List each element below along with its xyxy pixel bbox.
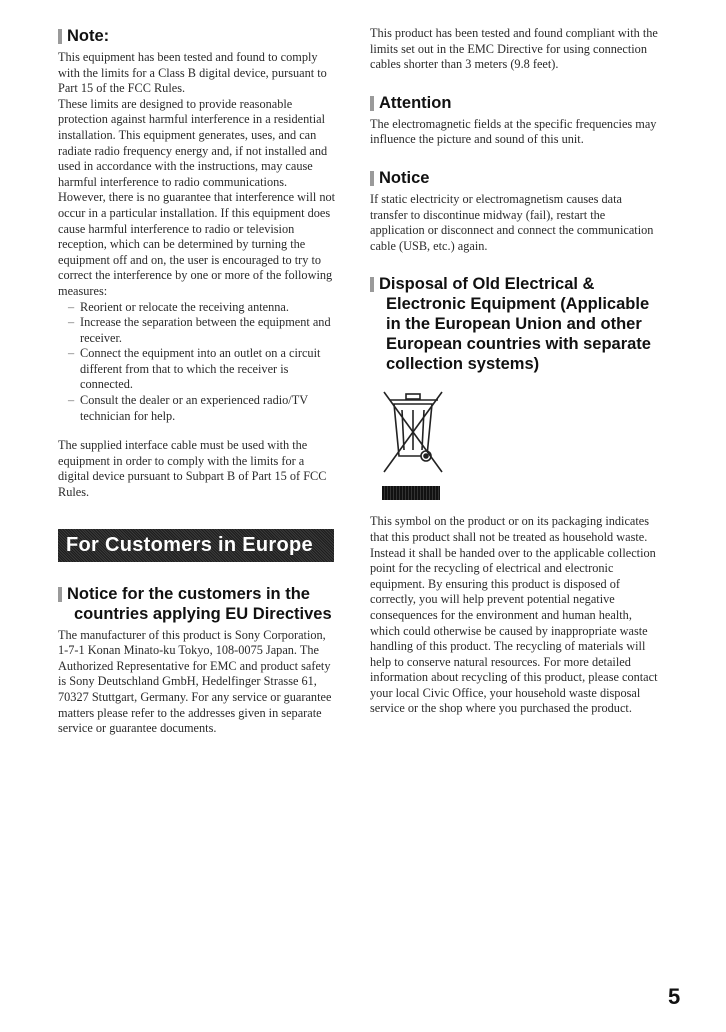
eu-directives-heading-text: Notice for the customers in the countries applying EU Directives (67, 584, 332, 623)
list-item: – Increase the separation between the equipment and receiver. (68, 315, 336, 346)
list-item: – Connect the equipment into an outlet on a circuit different from that to which the receiver is connected. (68, 346, 336, 393)
note-heading-text: Note: (67, 27, 110, 45)
eu-directives-heading (58, 584, 336, 624)
note-heading (58, 26, 336, 46)
page-number: 5 (668, 984, 681, 1009)
measures-list (58, 300, 336, 425)
heading-marker (58, 587, 62, 602)
attention-paragraph: The electromagnetic fields at the specific frequencies may influence the picture and sound of this unit. (370, 116, 657, 147)
notice-heading (370, 168, 660, 188)
disposal-paragraph: This symbol on the product or on its packaging indicates that this product shall not be treated as household waste. Instead it shall be handed over to the applicable collection point for the recycling of electrical and electronic equipment. By ensuring this product is disposed of correctly, you will help prevent potential negative consequences for the environment and human health, which could otherwise be caused by inappropriate waste handling of this product. The recycling of materials will help to conserve natural resources. For more detailed information about recycling of this product, please contact your local Civic Office, your household waste disposal service or the shop where you purchased the product. (370, 514, 658, 716)
solid-bar-symbol (382, 486, 440, 500)
heading-marker (370, 96, 374, 111)
europe-banner: For Customers in Europe (58, 529, 334, 562)
emc-paragraph: This product has been tested and found compliant with the limits set out in the EMC Directive for using connection cables shorter than 3 meters (9.8 feet). (370, 26, 658, 72)
note-paragraph-2: These limits are designed to provide reasonable protection against harmful interference in a residential installation. This equipment generates, uses, and can radiate radio frequency energy and, if not installed and used in accordance with the instructions, may cause harmful interference to radio communications. However, there is no guarantee that interference will not occur in a particular installation. If this equipment does cause harmful interference to radio or television reception, which can be determined by turning the equipment off and on, the user is encouraged to try to correct the interference by one or more of the following measures: (58, 96, 336, 298)
disposal-heading (370, 274, 660, 374)
eu-paragraph: The manufacturer of this product is Sony Corporation, 1-7-1 Konan Minato-ku Tokyo, 108-0075 Japan. The Authorized Representative for EMC and product safety is Sony Deutschland GmbH, Hedelfinger Strasse 61, 70327 Stuttgart, Germany. For any service or guarantee matters please refer to the addresses given in separate service or guarantee documents. (58, 627, 332, 736)
attention-heading (370, 93, 660, 113)
note-paragraph-1: This equipment has been tested and found to comply with the limits for a Class B digital device, pursuant to Part 15 of the FCC Rules. (58, 50, 327, 96)
list-item: – Consult the dealer or an experienced radio/TV technician for help. (68, 393, 336, 424)
notice-heading-text: Notice (379, 168, 430, 187)
left-column (58, 26, 336, 737)
heading-marker (370, 171, 374, 186)
attention-heading-text: Attention (379, 93, 452, 112)
heading-marker (370, 277, 374, 292)
heading-marker (58, 29, 62, 44)
list-item: – Reorient or relocate the receiving antenna. (68, 300, 336, 316)
notice-paragraph: If static electricity or electromagnetism causes data transfer to discontinue midway (fail), restart the application or disconnect and connect the communication cable (USB, etc.) again. (370, 191, 654, 253)
note-paragraph-3: The supplied interface cable must be used with the equipment in order to comply with the limits for a digital device pursuant to Subpart B of Part 15 of FCC Rules. (58, 438, 327, 500)
crossed-out-wheelie-bin-icon (382, 388, 446, 478)
right-column (370, 26, 660, 717)
disposal-heading-text: Disposal of Old Electrical & Electronic Equipment (Applicable in the European Union and other European countries with separate collection systems) (379, 275, 651, 374)
